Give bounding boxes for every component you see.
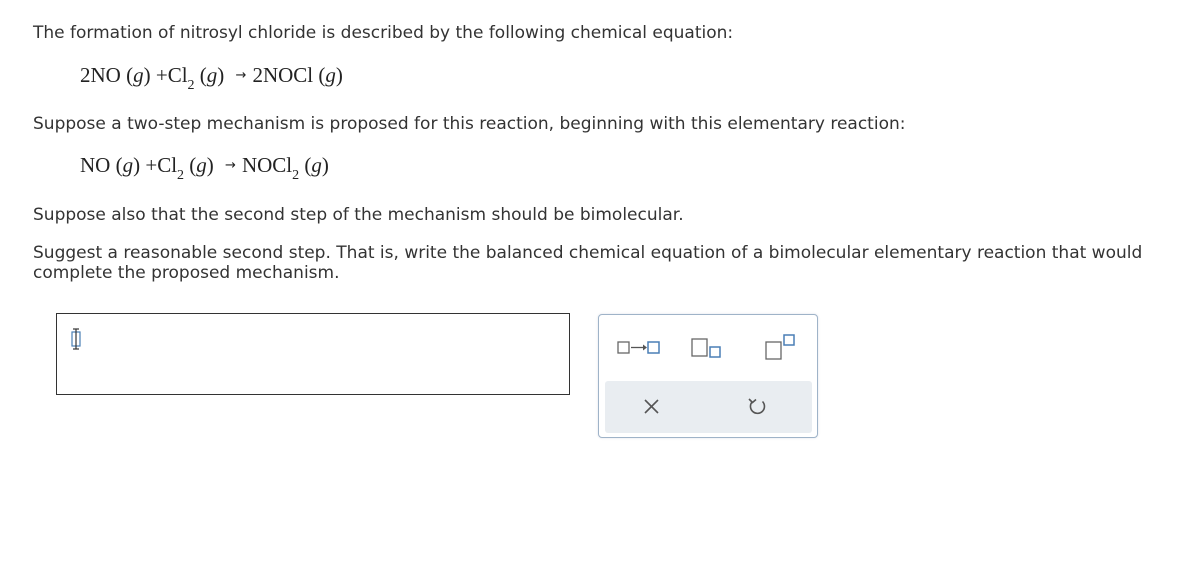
overall-equation: 2NO $(g) +Cl_2$ (g) → 2NOCl (g) [80, 63, 343, 93]
product-nocl: 2NOCl [252, 63, 314, 87]
reaction-arrow-template-icon [615, 337, 663, 357]
reaction-arrow-button[interactable] [615, 337, 663, 361]
superscript-template-icon [763, 333, 805, 361]
clear-button[interactable] [641, 396, 663, 422]
reaction-arrow: → [225, 158, 236, 173]
reaction-arrow: → [235, 68, 247, 83]
reactant-no: NO [80, 153, 111, 177]
subscript: 2 [292, 168, 300, 183]
intro-text: The formation of nitrosyl chloride is described by the following chemical equation: [33, 23, 734, 43]
state-label: g [122, 153, 134, 177]
state-label: g [206, 63, 218, 87]
reactant-no: 2NO [80, 63, 121, 87]
subscript: 2 [187, 78, 195, 93]
text-cursor-icon [69, 328, 83, 350]
state-label: g [325, 63, 336, 87]
state-label: g [196, 153, 207, 177]
superscript-button[interactable] [763, 333, 805, 365]
reactant-cl2: Cl [157, 153, 178, 177]
mechanism-intro-text: Suppose a two-step mechanism is proposed for this reaction, beginning with this elementary reaction: [33, 114, 906, 134]
task-text-line2: complete the proposed mechanism. [33, 263, 340, 283]
product-nocl2: NOCl [241, 153, 293, 177]
undo-button[interactable] [745, 395, 769, 423]
step1-equation: NO $(g) +Cl_2$ (g) → NOCl$_2$ (g) [80, 153, 329, 183]
equation-toolbar [598, 314, 818, 438]
clear-x-icon [641, 396, 663, 418]
plus-sign: + [155, 63, 168, 87]
task-text-line1: Suggest a reasonable second step. That is, write the balanced chemical equation of a bimolecular elementary reaction that would [33, 243, 1143, 263]
reactant-cl2: Cl [167, 63, 188, 87]
subscript: 2 [177, 168, 185, 183]
state-label: g [311, 153, 322, 177]
action-bar [605, 381, 812, 433]
plus-sign: + [145, 153, 158, 177]
subscript-template-icon [689, 335, 731, 361]
subscript-button[interactable] [689, 335, 731, 365]
bimolecular-note: Suppose also that the second step of the mechanism should be bimolecular. [33, 205, 684, 225]
answer-input[interactable] [56, 313, 570, 395]
undo-icon [745, 395, 769, 419]
state-label: g [133, 63, 144, 87]
